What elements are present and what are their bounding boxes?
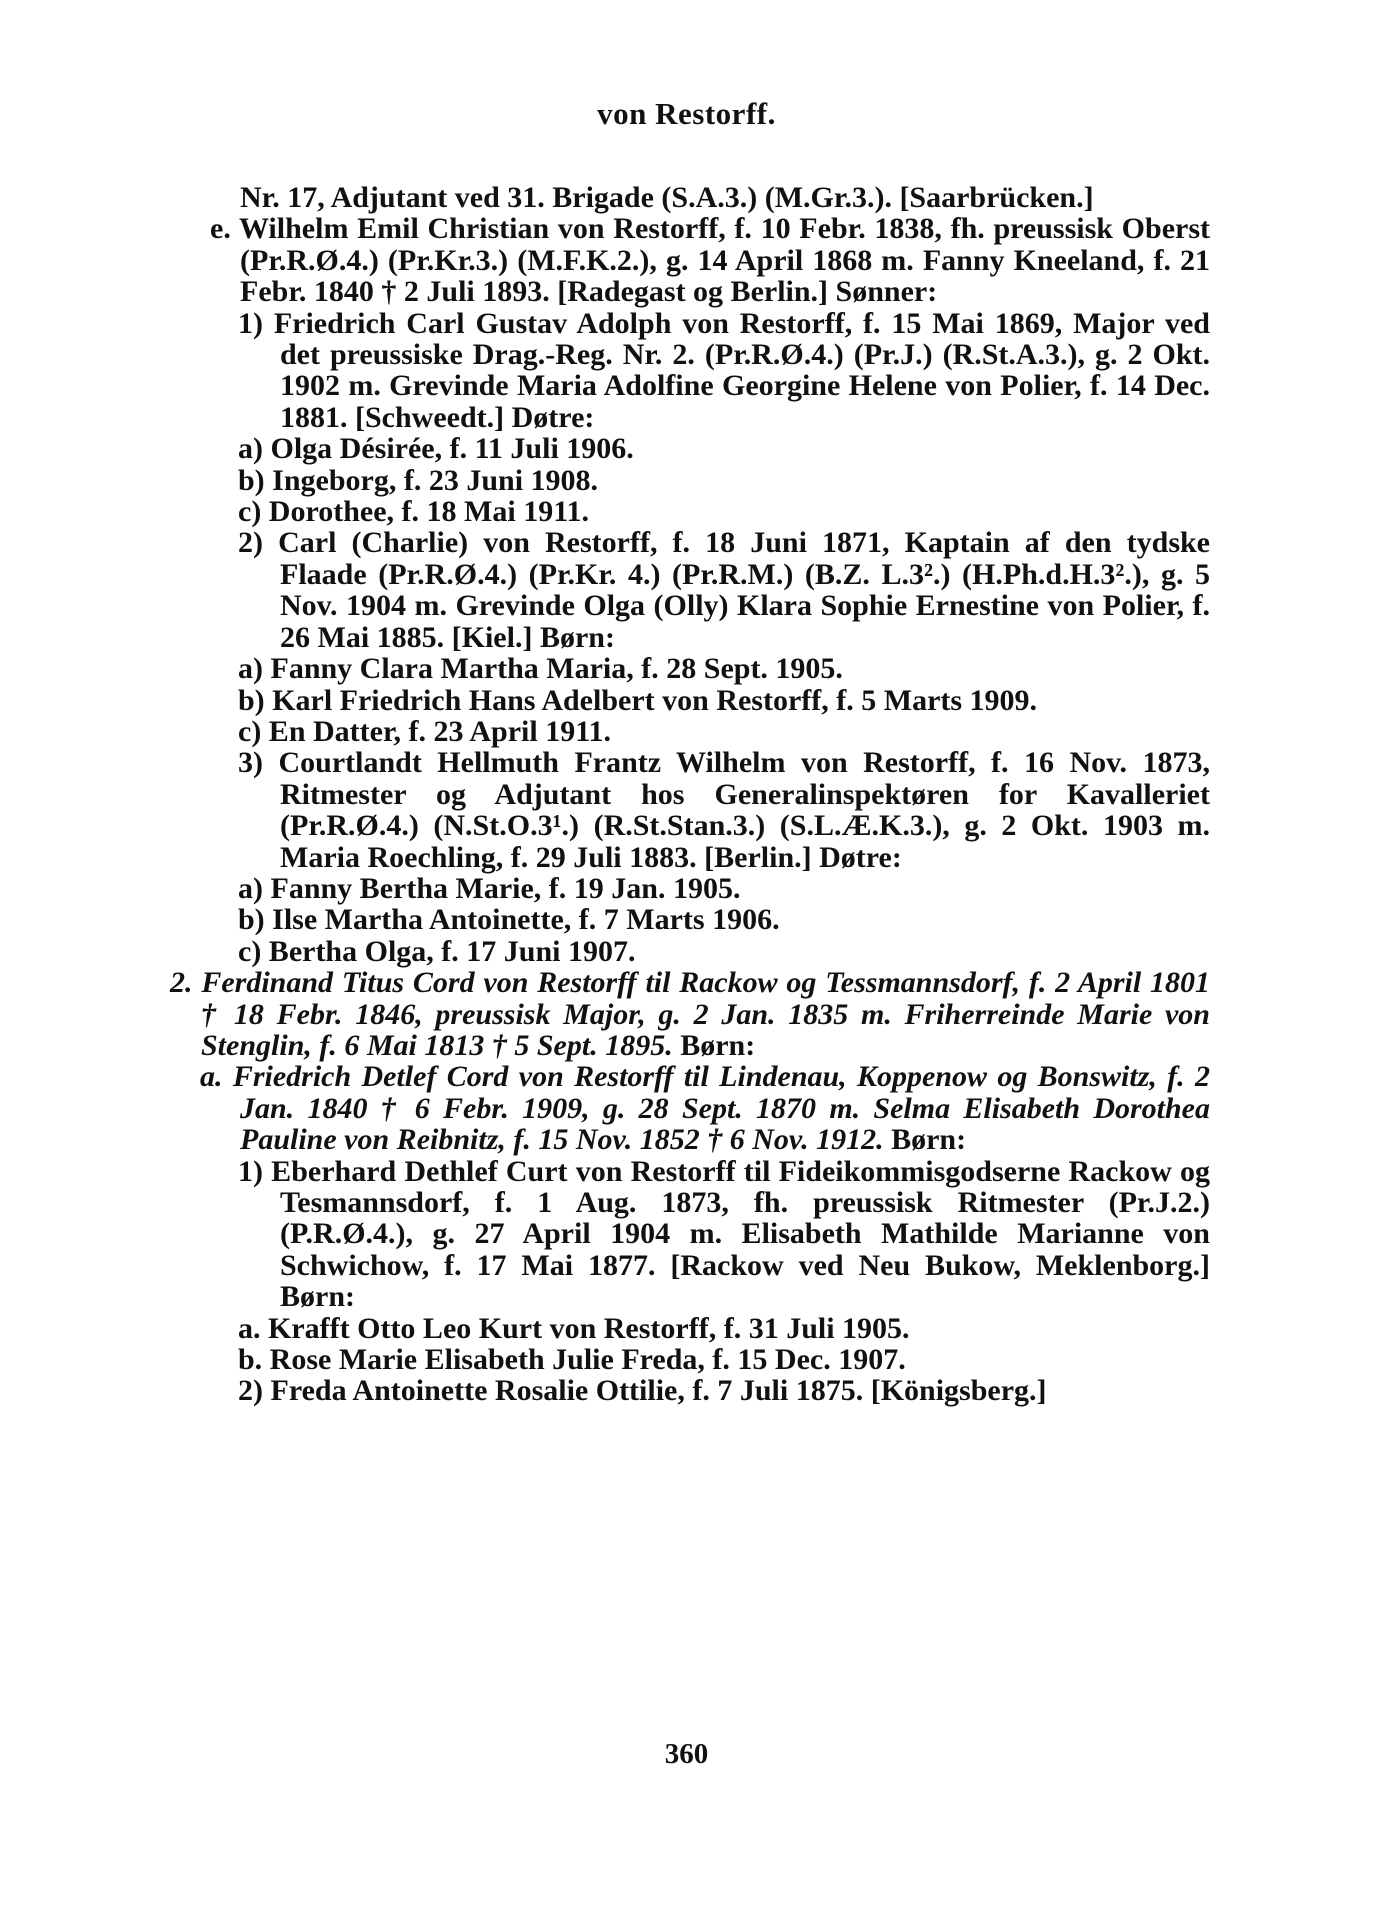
- entry-a-olga: a) Olga Désirée, f. 11 Juli 1906.: [238, 432, 634, 466]
- entry-c-dorothee: c) Dorothee, f. 18 Mai 1911.: [238, 495, 590, 529]
- entry-continuation: Nr. 17, Adjutant ved 31. Brigade (S.A.3.) (M.Gr.3.). [Saarbrücken.]: [240, 181, 1094, 214]
- page-body: [170, 182, 1210, 1407]
- entry-c-bertha: c) Bertha Olga, f. 17 Juni 1907.: [238, 934, 636, 968]
- entry-a-friedrich-detlef-children: Børn:: [891, 1123, 967, 1157]
- entry-2-ferdinand-children: Børn:: [680, 1028, 756, 1062]
- entry-a-krafft: a. Krafft Otto Leo Kurt von Restorff, f. 31 Juli 1905.: [238, 1311, 910, 1345]
- entry-c-datter: c) En Datter, f. 23 April 1911.: [238, 714, 612, 748]
- entry-2-carl: 2) Carl (Charlie) von Restorff, f. 18 Juni 1871, Kaptain af den tydske Flaade (Pr.R.Ø.4.) (Pr.Kr. 4.) (Pr.R.M.) (B.Z. L.3².) (H.Ph.d.H.3².), g. 5 Nov. 1904 m. Grevinde Olga (Olly) Klara Sophie Ernestine von Polier, f. 26 Mai 1885. [Kiel.] Børn:: [238, 526, 1210, 654]
- entry-a-fanny: a) Fanny Clara Martha Maria, f. 28 Sept. 1905.: [238, 652, 843, 686]
- entry-2-freda: 2) Freda Antoinette Rosalie Ottilie, f. 7 Juli 1875. [Königsberg.]: [238, 1374, 1047, 1408]
- entry-a-fanny-bertha: a) Fanny Bertha Marie, f. 19 Jan. 1905.: [238, 871, 741, 905]
- page-header: von Restorff.: [597, 96, 776, 131]
- entry-b-ingeborg: b) Ingeborg, f. 23 Juni 1908.: [238, 463, 599, 497]
- entry-3-courtlandt: 3) Courtlandt Hellmuth Frantz Wilhelm von Restorff, f. 16 Nov. 1873, Ritmester og Adjutant hos Generalinspektøren for Kavalleriet (Pr.R.Ø.4.) (N.St.O.3¹.) (R.St.Stan.3.) (S.L.Æ.K.3.), g. 2 Okt. 1903 m. Maria Roechling, f. 29 Juli 1883. [Berlin.] Døtre:: [238, 746, 1210, 874]
- page-number: 360: [664, 1738, 709, 1770]
- entry-a-friedrich-detlef-text: a. Friedrich Detlef Cord von Restorff til Lindenau, Koppenow og Bonswitz, f. 2 Jan. 1840 † 6 Febr. 1909, g. 28 Sept. 1870 m. Selma Elisabeth Dorothea Pauline von Reibnitz, f. 15 Nov. 1852 † 6 Nov. 1912.: [200, 1060, 1210, 1157]
- entry-a-friedrich-detlef: [170, 1061, 1210, 1155]
- entry-2-ferdinand: [170, 967, 1210, 1061]
- entry-1-friedrich: 1) Friedrich Carl Gustav Adolph von Restorff, f. 15 Mai 1869, Major ved det preussiske Drag.-Reg. Nr. 2. (Pr.R.Ø.4.) (Pr.J.) (R.St.A.3.), g. 2 Okt. 1902 m. Grevinde Maria Adolfine Georgine Helene von Polier, f. 14 Dec. 1881. [Schweedt.] Døtre:: [238, 306, 1210, 434]
- entry-b-ilse: b) Ilse Martha Antoinette, f. 7 Marts 1906.: [238, 903, 780, 937]
- entry-1-eberhard: 1) Eberhard Dethlef Curt von Restorff til Fideikommisgodserne Rackow og Tesmannsdorf, f. 1 Aug. 1873, fh. preussisk Ritmester (Pr.J.2.) (P.R.Ø.4.), g. 27 April 1904 m. Elisabeth Mathilde Marianne von Schwichow, f. 17 Mai 1877. [Rackow ved Neu Bukow, Meklenborg.] Børn:: [238, 1154, 1210, 1314]
- entry-b-karl: b) Karl Friedrich Hans Adelbert von Restorff, f. 5 Marts 1909.: [238, 683, 1038, 717]
- entry-2-ferdinand-text: 2. Ferdinand Titus Cord von Restorff til Rackow og Tessmannsdorf, f. 2 April 1801 † 18 Febr. 1846, preussisk Major, g. 2 Jan. 1835 m. Friherreinde Marie von Stenglin, f. 6 Mai 1813 † 5 Sept. 1895.: [170, 966, 1210, 1062]
- entry-e-wilhelm: e. Wilhelm Emil Christian von Restorff, f. 10 Febr. 1838, fh. preussisk Oberst (Pr.R.Ø.4.) (Pr.Kr.3.) (M.F.K.2.), g. 14 April 1868 m. Fanny Kneeland, f. 21 Febr. 1840 † 2 Juli 1893. [Radegast og Berlin.] Sønner:: [210, 212, 1210, 309]
- entry-b-rose: b. Rose Marie Elisabeth Julie Freda, f. 15 Dec. 1907.: [238, 1343, 906, 1377]
